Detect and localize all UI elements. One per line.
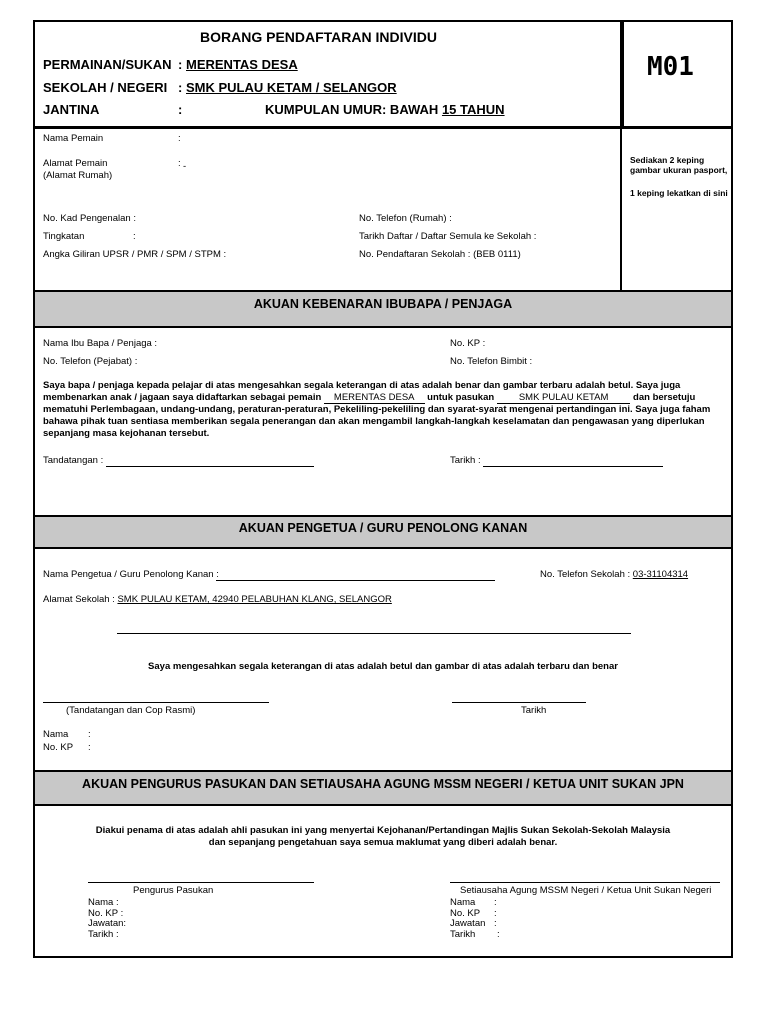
mssm-section-band: [35, 770, 731, 806]
register-date-label: Tarikh Daftar / Daftar Semula ke Sekolah :: [359, 231, 537, 242]
secretary-nokp-sep: :: [494, 907, 497, 919]
photo-note-line1: Sediakan 2 keping: [630, 155, 705, 165]
parent-declaration-line4: bahawa pihak tuan sentiasa memberikan segala penerangan dan akan mengambil langkah-langkah keselamatan dan pengawasan yang diperlukan: [43, 416, 705, 427]
gender-label: JANTINA: [43, 102, 100, 117]
player-address-sublabel: (Alamat Rumah): [43, 170, 113, 181]
principal-signature-line[interactable]: [43, 702, 269, 703]
home-phone-label: No. Telefon (Rumah) :: [359, 213, 452, 224]
parent-date-line[interactable]: [483, 466, 663, 467]
principal-section-band: [35, 515, 731, 549]
form-frame: [33, 20, 733, 958]
mssm-statement-line1: Diakui penama di atas adalah ahli pasukan ini yang menyertai Kejohanan/Pertandingan Majlis Sukan Sekolah-Sekolah Malaysia: [95, 825, 671, 836]
parent-name-label: Nama Ibu Bapa / Penjaga :: [43, 338, 158, 349]
principal-nama-sep: :: [88, 729, 91, 740]
school-address: [43, 594, 392, 605]
manager-field-jawatan: Jawatan:: [88, 918, 127, 929]
form-code: M01: [647, 52, 694, 82]
secretary-tarikh-sep: :: [497, 928, 500, 940]
parent-office-phone-label: No. Telefon (Pejabat) :: [43, 356, 138, 367]
school-state-sep: :: [178, 80, 183, 95]
mssm-statement-line2: dan sepanjang pengetahuan saya semua maklumat yang diberi adalah benar.: [208, 837, 558, 848]
secretary-jawatan-sep: :: [494, 918, 497, 929]
manager-field-tarikh: Tarikh :: [88, 928, 119, 940]
sport-value: MERENTAS DESA: [186, 57, 298, 72]
school-reg-label: No. Pendaftaran Sekolah : (BEB 0111): [359, 249, 521, 260]
school-phone-label: No. Telefon Sekolah :: [540, 569, 631, 580]
parent-signature-line[interactable]: [106, 466, 314, 467]
player-address-label: Alamat Pemain: [43, 158, 108, 169]
parent-kp-label: No. KP :: [450, 338, 486, 349]
sport-sep: :: [178, 57, 183, 72]
player-name-sep: :: [178, 133, 181, 144]
principal-name-label: Nama Pengetua / Guru Penolong Kanan :: [43, 569, 219, 580]
declaration-text-a: membenarkan anak / jagaan saya didaftarkan sebagai pemain: [43, 392, 322, 403]
secretary-field-tarikh: [450, 928, 500, 941]
parent-date-label: Tarikh :: [450, 455, 481, 466]
declaration-text-b: untuk pasukan: [427, 392, 495, 403]
school-state-label: SEKOLAH / NEGERI: [43, 80, 168, 95]
parent-declaration-line2: [43, 392, 695, 403]
ic-label: No. Kad Pengenalan :: [43, 213, 136, 224]
principal-confirmation: Saya mengesahkan segala keterangan di atas adalah betul dan gambar di atas adalah terbaru dan benar: [148, 661, 618, 672]
school-address-label: Alamat Sekolah :: [43, 594, 115, 605]
school-phone: [540, 569, 688, 580]
photo-note-line3: 1 keping lekatkan di sini: [630, 188, 728, 198]
secretary-jawatan-label: Jawatan: [450, 918, 486, 929]
photo-note-line2: gambar ukuran pasport,: [630, 165, 728, 175]
secretary-nokp-label: No. KP: [450, 907, 481, 919]
form-title: BORANG PENDAFTARAN INDIVIDU: [200, 29, 437, 45]
declaration-team: SMK PULAU KETAM: [497, 392, 631, 404]
manager-fields: [88, 898, 126, 940]
manager-field-nokp: No. KP :: [88, 907, 124, 919]
gender-sep: :: [178, 102, 183, 117]
secretary-nama-label: Nama: [450, 897, 476, 908]
player-address-value: -: [183, 161, 187, 172]
declaration-text-c: dan bersetuju: [633, 392, 696, 403]
principal-section-title: AKUAN PENGETUA / GURU PENOLONG KANAN: [238, 521, 528, 535]
sport-label: PERMAINAN/SUKAN: [43, 57, 172, 72]
principal-name-line[interactable]: [216, 580, 495, 581]
code-box-inner-border: [622, 22, 624, 128]
manager-field-nama: Nama :: [88, 897, 119, 908]
player-name-label: Nama Pemain: [43, 133, 104, 144]
principal-date-line[interactable]: [452, 702, 586, 703]
parent-signature-label: Tandatangan :: [43, 455, 104, 466]
secretary-fields: [450, 897, 500, 940]
school-phone-value: 03-31104314: [632, 569, 689, 580]
school-address-line-2: [117, 633, 631, 634]
parent-declaration-line5: sepanjang masa kejohanan tersebut.: [43, 428, 210, 439]
age-group-value: 15 TAHUN: [441, 102, 505, 117]
principal-nama-label: Nama: [43, 729, 69, 740]
manager-caption: Pengurus Pasukan: [133, 885, 214, 896]
player-address-sep: :: [178, 158, 181, 169]
school-address-value: SMK PULAU KETAM, 42940 PELABUHAN KLANG, SELANGOR: [117, 594, 392, 605]
age-group-label: KUMPULAN UMUR: BAWAH: [265, 102, 439, 117]
mssm-section-title: AKUAN PENGURUS PASUKAN DAN SETIAUSAHA AGUNG MSSM NEGERI / KETUA UNIT SUKAN JPN: [82, 777, 684, 791]
manager-signature-line[interactable]: [88, 882, 314, 883]
principal-signature-caption: (Tandatangan dan Cop Rasmi): [66, 705, 196, 716]
exam-number-label: Angka Giliran UPSR / PMR / SPM / STPM :: [43, 249, 227, 260]
secretary-nama-sep: :: [494, 897, 497, 908]
level-label: Tingkatan: [43, 231, 85, 242]
parent-declaration-line1: Saya bapa / penjaga kepada pelajar di atas mengesahkan segala keterangan di atas adalah benar dan gambar terbaru adalah betul. Saya juga: [43, 380, 681, 391]
header-divider: [35, 126, 731, 129]
parent-section-band: [35, 290, 731, 328]
principal-nokp-sep: :: [88, 742, 91, 753]
principal-date-caption: Tarikh: [521, 705, 547, 716]
school-state-value: SMK PULAU KETAM / SELANGOR: [186, 80, 397, 95]
level-sep: :: [133, 231, 136, 242]
parent-section-title: AKUAN KEBENARAN IBUBAPA / PENJAGA: [253, 297, 513, 311]
age-group: [265, 102, 505, 117]
principal-nokp-label: No. KP: [43, 742, 74, 753]
secretary-tarikh-label: Tarikh: [450, 928, 476, 940]
secretary-caption: Setiausaha Agung MSSM Negeri / Ketua Unit Sukan Negeri: [460, 885, 712, 896]
secretary-signature-line[interactable]: [450, 882, 720, 883]
parent-declaration-line3: mematuhi Perlembagaan, undang-undang, peraturan-peraturan, Pekeliling-pekeliling dan syarat-syarat mengenai pertandingan ini. Saya juga faham: [43, 404, 711, 415]
declaration-sport: MERENTAS DESA: [324, 392, 425, 404]
parent-mobile-label: No. Telefon Bimbit :: [450, 356, 533, 367]
